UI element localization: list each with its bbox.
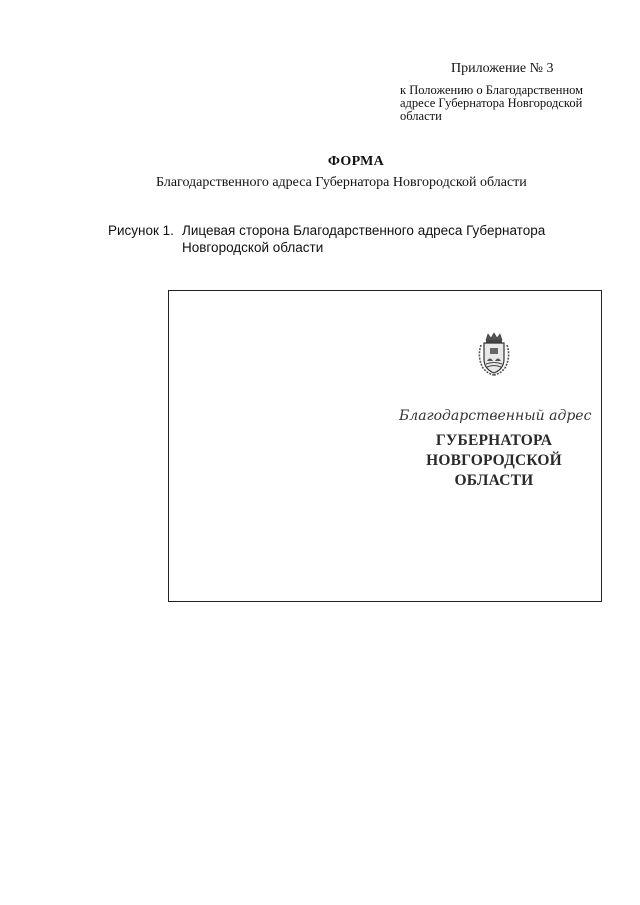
figure-caption-text bbox=[182, 222, 602, 256]
address-card-front bbox=[168, 290, 602, 602]
appendix-title: Приложение № 3 bbox=[451, 61, 554, 76]
card-title-line: ГУБЕРНАТОРА bbox=[435, 432, 553, 449]
appendix-line: области bbox=[400, 109, 442, 123]
appendix-line: к Положению о Благодарственном bbox=[400, 83, 584, 97]
figure-caption-line: Новгородской области bbox=[182, 240, 324, 255]
appendix-line: адресе Губернатора Новгородской bbox=[400, 96, 583, 110]
card-script-title: Благодарственный адрес bbox=[399, 408, 592, 424]
figure-label: Рисунок 1. bbox=[108, 223, 174, 238]
form-heading: ФОРМА bbox=[327, 154, 385, 169]
form-subheading: Благодарственного адреса Губернатора Новгородской области bbox=[156, 175, 527, 190]
coat-of-arms-icon bbox=[474, 331, 514, 377]
card-title-line: НОВГОРОДСКОЙ bbox=[426, 452, 562, 469]
card-title-line: ОБЛАСТИ bbox=[454, 472, 534, 489]
figure-caption-line: Лицевая сторона Благодарственного адреса Губернатора bbox=[182, 223, 546, 238]
appendix-reference bbox=[400, 84, 620, 123]
